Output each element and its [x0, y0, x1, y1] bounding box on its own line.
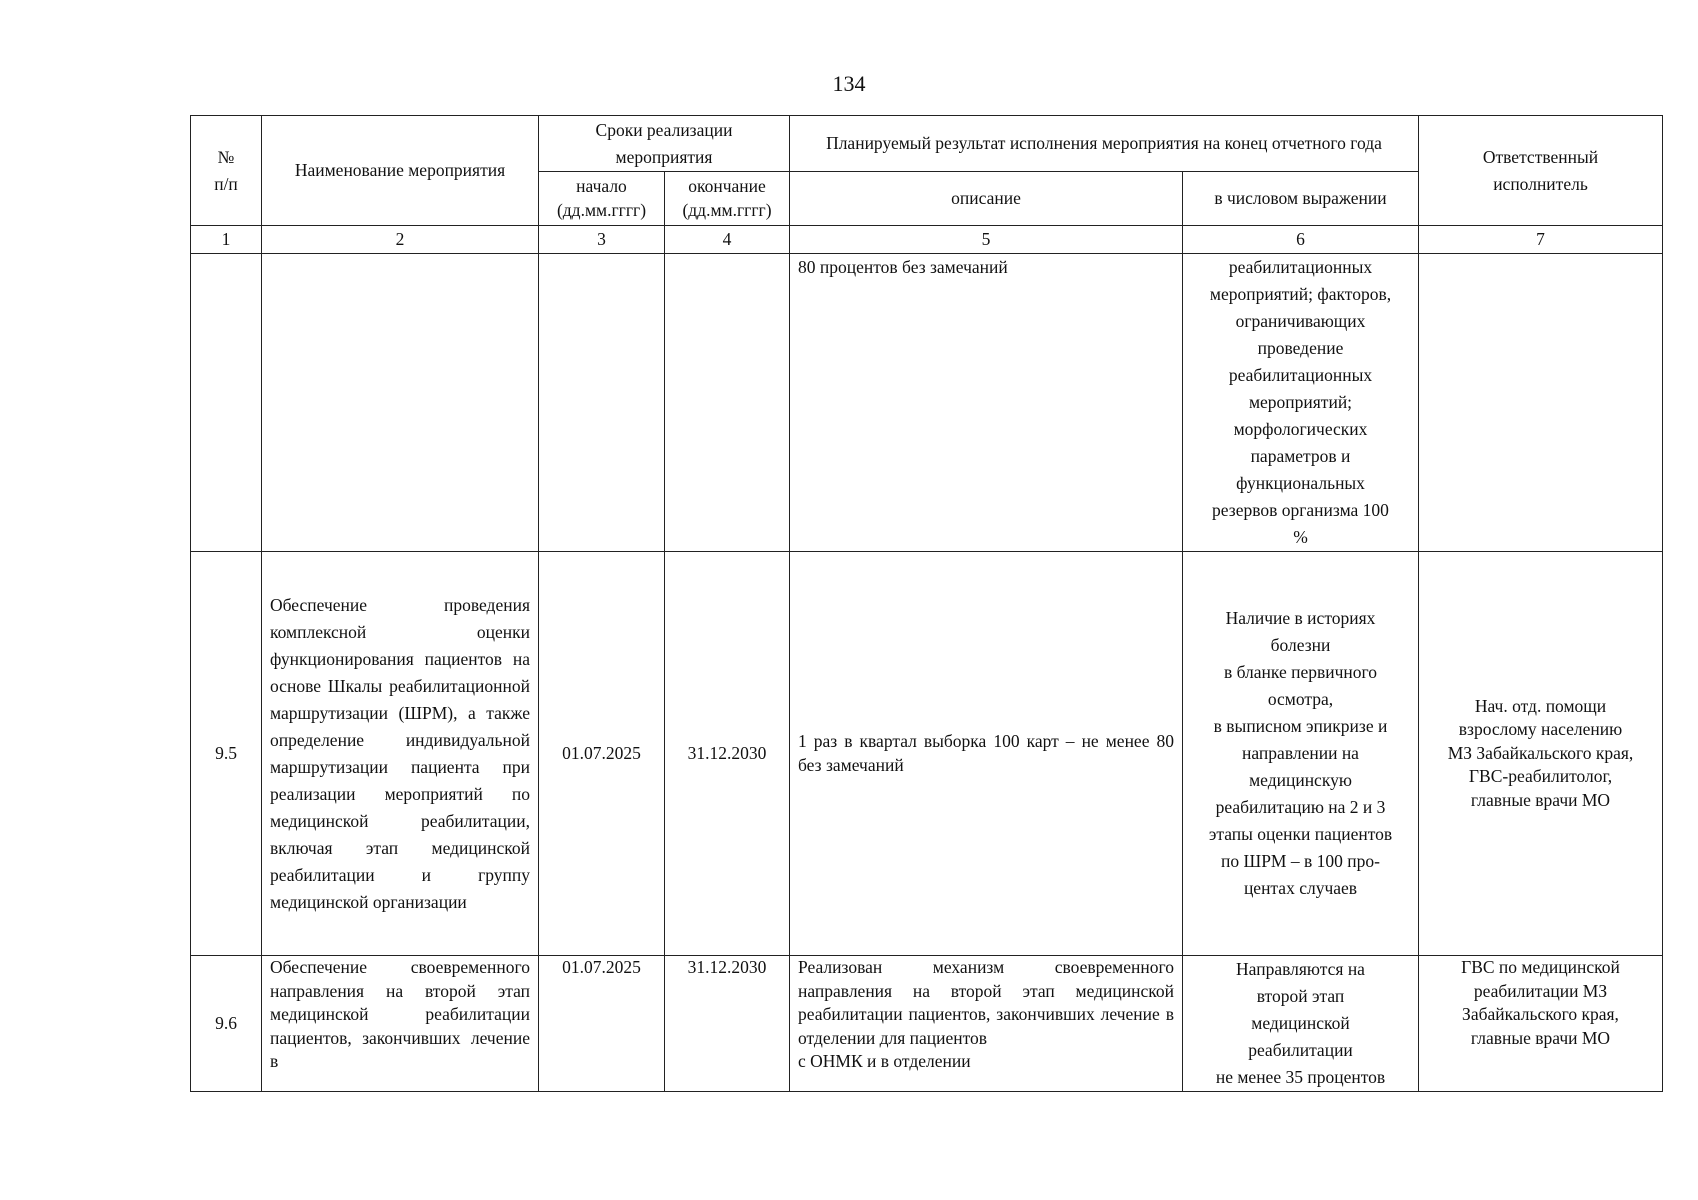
page-number: 134 — [832, 71, 866, 96]
row-name: Обеспечение своевременного направления на второй этап медицинской реабилитации пациентов, закончивших лечение в — [262, 956, 539, 1092]
row-description: 80 процентов без замечаний — [790, 254, 1183, 552]
row-start: 01.07.2025 — [539, 552, 665, 956]
column-number: 7 — [1419, 226, 1663, 254]
row-responsible: ГВС по медицинской реабилитации МЗ Забайкальского края, главные врачи МО — [1419, 956, 1663, 1092]
header-end: окончание (дд.мм.гггг) — [665, 172, 790, 226]
header-description: описание — [790, 172, 1183, 226]
table-row — [191, 552, 1663, 956]
column-number: 4 — [665, 226, 790, 254]
column-number: 3 — [539, 226, 665, 254]
header-num: № п/п — [191, 116, 262, 226]
row-name — [262, 254, 539, 552]
header-responsible: Ответственный исполнитель — [1419, 116, 1663, 226]
row-start: 01.07.2025 — [539, 956, 665, 1092]
table-row — [191, 254, 1663, 552]
row-end: 31.12.2030 — [665, 552, 790, 956]
header-terms: Сроки реализации мероприятия — [539, 116, 790, 172]
header-result: Планируемый результат исполнения мероприятия на конец отчетного года — [790, 116, 1419, 172]
table-row — [191, 956, 1663, 1092]
row-numeric: Наличие в историях болезни в бланке первичного осмотра, в выписном эпикризе и направлении на медицинскую реабилитацию на 2 и 3 этапы оценки пациентов по ШРМ – в 100 про- центах случаев — [1183, 552, 1419, 956]
row-description: 1 раз в квартал выборка 100 карт – не менее 80 без замечаний — [790, 552, 1183, 956]
row-num: 9.5 — [191, 552, 262, 956]
row-description: Реализован механизм своевременного направления на второй этап медицинской реабилитации пациентов, закончивших лечение в отделении для пациентов с ОНМК и в отделении — [790, 956, 1183, 1092]
column-number: 6 — [1183, 226, 1419, 254]
row-numeric: реабилитационных мероприятий; факторов, ограничивающих проведение реабилитационных мероприятий; морфологических параметров и функциональных резервов организма 100 % — [1183, 254, 1419, 552]
measures-table — [190, 115, 1663, 1092]
row-num — [191, 254, 262, 552]
header-numeric: в числовом выражении — [1183, 172, 1419, 226]
row-num: 9.6 — [191, 956, 262, 1092]
row-responsible: Нач. отд. помощи взрослому населению МЗ Забайкальского края, ГВС-реабилитолог, главные врачи МО — [1419, 552, 1663, 956]
header-name: Наименование мероприятия — [262, 116, 539, 226]
row-name: Обеспечение проведения комплексной оценки функционирования пациентов на основе Шкалы реабилитационной маршрутизации (ШРМ), а также определение индивидуальной маршрутизации пациента при реализации мероприятий по медицинской реабилитации, включая этап медицинской реабилитации и группу медицинской организации — [262, 552, 539, 956]
row-end — [665, 254, 790, 552]
column-number: 5 — [790, 226, 1183, 254]
row-end: 31.12.2030 — [665, 956, 790, 1092]
row-responsible — [1419, 254, 1663, 552]
column-number-row — [191, 226, 1663, 254]
column-number: 1 — [191, 226, 262, 254]
column-number: 2 — [262, 226, 539, 254]
row-numeric: Направляются на второй этап медицинской реабилитации не менее 35 процентов — [1183, 956, 1419, 1092]
row-start — [539, 254, 665, 552]
header-start: начало (дд.мм.гггг) — [539, 172, 665, 226]
